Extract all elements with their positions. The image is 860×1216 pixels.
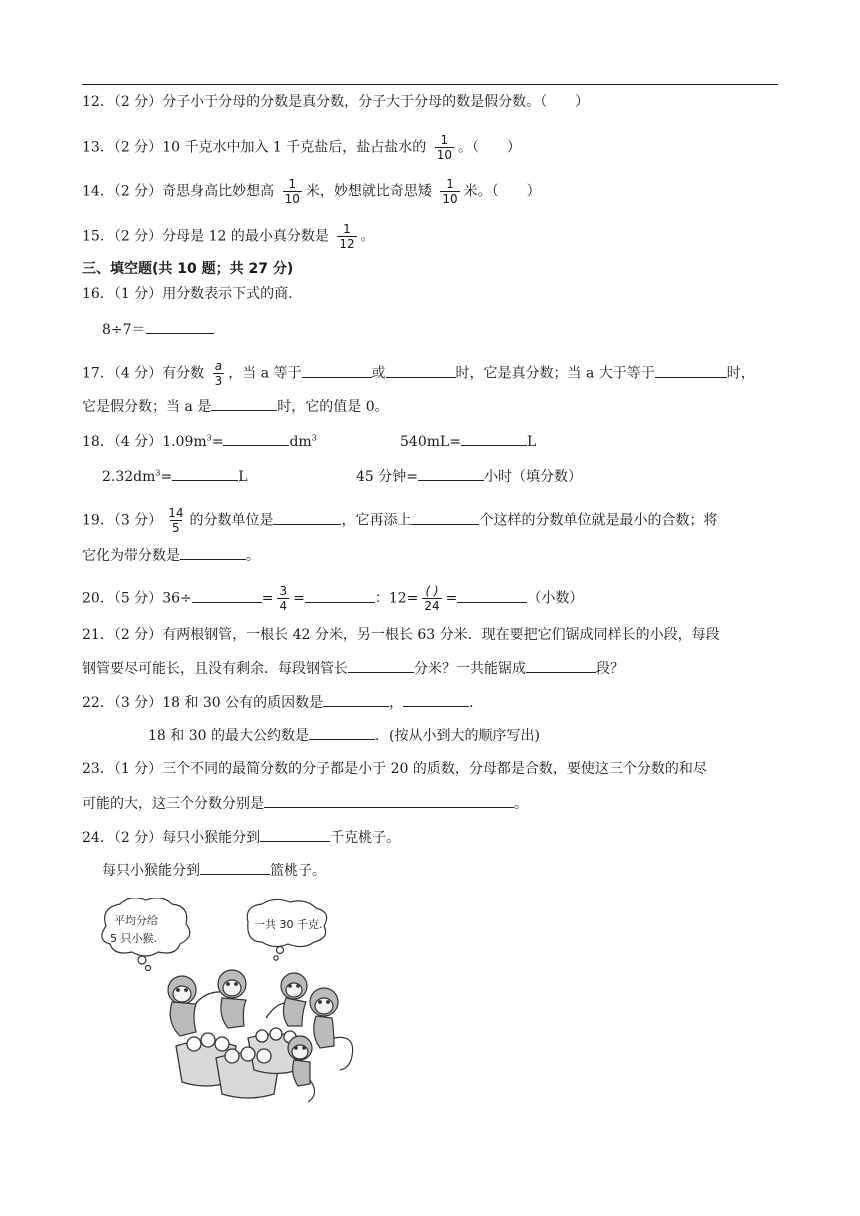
question-15: 15．（2 分）分母是 12 的最小真分数是 $\frac{1}{12}$ 。 (82, 222, 375, 251)
answer-blank[interactable] (309, 725, 375, 740)
answer-blank[interactable] (180, 545, 246, 560)
question-20: 20．（5 分）36÷ = $\frac{3}{4}$ = ：12= $\frac{( )}{24}$ = （小数） (82, 584, 584, 613)
question-17: 17．（4 分）有分数 $\frac{a}{3}$ ，当 a 等于 或 时，它是真分数；当 a 大于等于 时， (82, 359, 755, 388)
answer-blank[interactable] (403, 692, 469, 707)
answer-blank[interactable] (305, 588, 375, 603)
fraction: $\frac{3}{4}$ (279, 584, 288, 613)
question-22-line2: 18 和 30 的最大公约数是 ．(按从小到大的顺序写出) (148, 725, 540, 746)
question-16-expression: 8÷7＝ (102, 319, 214, 340)
fraction: $\frac{( )}{24}$ (424, 584, 440, 613)
question-22: 22．（3 分）18 和 30 公有的质因数是 ， ． (82, 692, 483, 713)
question-18-part-c: $2.32dm^3= L$ (102, 466, 248, 487)
question-17-line2: 它是假分数；当 a 是 时，它的值是 0。 (82, 396, 389, 417)
bubble-text: 平均分给 (114, 914, 158, 927)
section-heading: 三、填空题(共 10 题；共 27 分) (82, 261, 294, 277)
answer-blank[interactable] (457, 588, 527, 603)
bubble-text: 一共 30 千克. (254, 918, 323, 931)
answer-blank[interactable] (526, 658, 596, 673)
answer-blank[interactable] (273, 510, 341, 525)
answer-blank[interactable] (260, 827, 330, 842)
answer-blank[interactable] (172, 466, 238, 481)
question-16: 16．（1 分）用分数表示下式的商. (82, 286, 293, 302)
fraction: $\frac{14}{5}$ (168, 506, 184, 535)
fraction: $\frac{a}{3}$ (214, 359, 223, 388)
question-14: 14．（2 分）奇思身高比妙想高 $\frac{1}{10}$ 米，妙想就比奇思矮 $\frac{1}{10}$ 米。（ ） (82, 177, 541, 206)
answer-blank[interactable] (192, 588, 262, 603)
question-21: 21．（2 分）有两根钢管，一根长 42 分米，另一根长 63 分米．现在要把它们锯成同样长的小段，每段 (82, 627, 720, 643)
question-23-line2: 可能的大，这三个分数分别是 。 (82, 793, 528, 814)
answer-blank[interactable] (386, 363, 456, 378)
question-13: 13．（2 分）10 千克水中加入 1 千克盐后，盐占盐水的 $\frac{1}{10}$ 。（ ） (82, 133, 521, 162)
answer-blank[interactable] (655, 363, 727, 378)
answer-blank[interactable] (323, 692, 389, 707)
question-24: 24．（2 分）每只小猴能分到 千克桃子。 (82, 827, 400, 848)
fraction: $\frac{1}{10}$ (436, 133, 452, 162)
fraction: $\frac{1}{10}$ (442, 177, 458, 206)
question-18-part-b: 540mL= L (400, 431, 536, 452)
answer-blank[interactable] (264, 793, 514, 808)
answer-blank[interactable] (211, 396, 277, 411)
question-12: 12．（2 分）分子小于分母的分数是真分数，分子大于分母的数是假分数。（ ） (82, 94, 590, 110)
answer-blank[interactable] (418, 466, 484, 481)
fraction: $\frac{1}{10}$ (284, 177, 300, 206)
fraction: $\frac{1}{12}$ (339, 222, 355, 251)
answer-blank[interactable] (200, 860, 270, 875)
question-24-line2: 每只小猴能分到 篮桃子。 (102, 860, 326, 881)
question-21-line2: 钢管要尽可能长，且没有剩余．每段钢管长 分米？一共能锯成 段？ (82, 658, 624, 679)
monkeys-baskets-illustration (98, 898, 368, 1108)
question-19-line2: 它化为带分数是 。 (82, 545, 260, 566)
question-18-part-d: 45 分钟= 小时（填分数） (356, 466, 582, 487)
question-19: 19．（3 分） $\frac{14}{5}$ 的分数单位是 ，它再添上 个这样的分数单位就是最小的合数；将 (82, 506, 718, 535)
header-rule (82, 84, 778, 85)
answer-blank[interactable] (302, 363, 372, 378)
answer-blank[interactable] (146, 319, 214, 334)
bubble-text: 5 只小猴. (110, 932, 157, 945)
answer-blank[interactable] (223, 431, 289, 446)
answer-blank[interactable] (411, 510, 479, 525)
question-23: 23．（1 分）三个不同的最简分数的分子都是小于 20 的质数，分母都是合数，要使这三个分数的和尽 (82, 761, 707, 777)
question-18: 18．（4 分）$1.09m^3= dm^3$ (82, 431, 317, 452)
answer-blank[interactable] (461, 431, 527, 446)
answer-blank[interactable] (348, 658, 414, 673)
